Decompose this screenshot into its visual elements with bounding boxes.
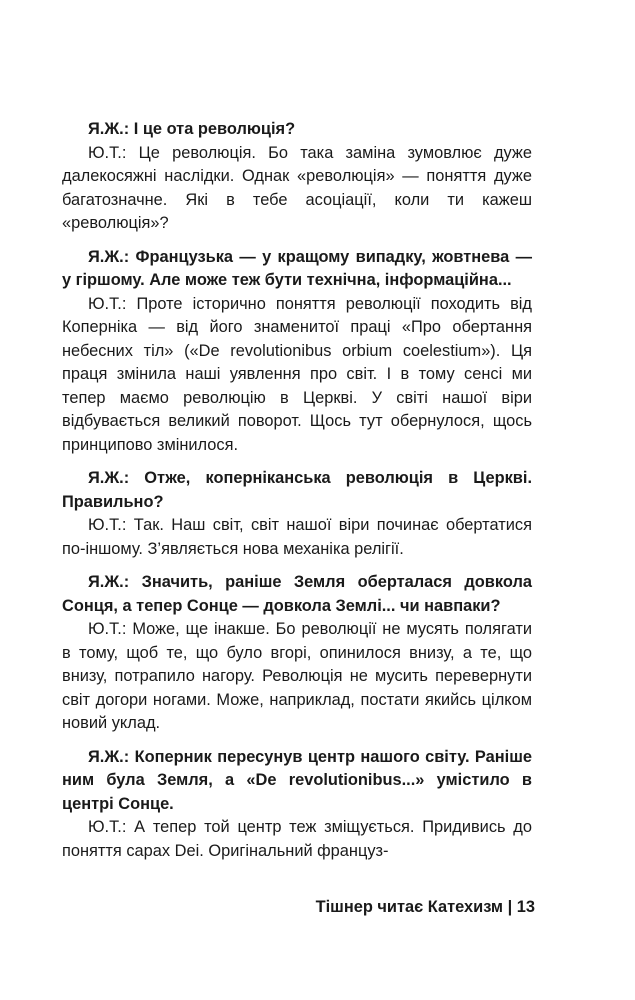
answer-paragraph: Ю.Т.: А тепер той центр теж зміщується. Придивись до поняття capax Dei. Оригінальний француз- [62, 818, 532, 860]
question-paragraph: Я.Ж.: І це ота революція? [88, 120, 296, 138]
question-paragraph: Я.Ж.: Коперник пересунув центр нашого світу. Раніше ним була Земля, а «De revolutionibus...» умістило в центрі Сонце. [62, 747, 532, 813]
question-paragraph: Я.Ж.: Французька — у кращому випадку, жовтнева — у гіршому. Але може теж бути технічна, інформаційна... [62, 247, 532, 289]
answer-paragraph: Ю.Т.: Може, ще інакше. Бо революції не мусять полягати в тому, щоб те, що було вгорі, опинилося внизу, а те, що внизу, потрапило нагору. Революція не мусить перевернути світ догори ногами. Може, наприклад, постати якийсь цілком новий уклад. [62, 620, 532, 732]
answer-paragraph: Ю.Т.: Так. Наш світ, світ нашої віри починає обертатися по-іншому. З’являється нова механіка релігії. [62, 516, 532, 558]
question-paragraph: Я.Ж.: Значить, раніше Земля оберталася довкола Сонця, а тепер Сонце — довкола Землі... чи навпаки? [62, 573, 532, 615]
answer-paragraph: Ю.Т.: Це революція. Бо така заміна зумовлює дуже далекосяжні наслідки. Однак «революція» — поняття дуже багатозначне. Які в тебе асоціації, коли ти кажеш «революція»? [62, 143, 532, 232]
page-body [62, 118, 532, 863]
answer-paragraph: Ю.Т.: Проте історично поняття революції походить від Коперніка — від його знаменитої праці «Про обертання небесних тіл» («De revolutionibus orbium coelestium»). Ця праця змінила наші уявлення про світ. І в тому сенсі ми тепер маємо революцію в Церкві. У світі нашої віри відбувається великий поворот. Щось тут обернулося, щось принципово змінилося. [62, 294, 532, 454]
page-footer: Тішнер читає Катехизм | 13 [315, 898, 535, 916]
question-paragraph: Я.Ж.: Отже, коперніканська революція в Церкві. Правильно? [62, 469, 532, 511]
